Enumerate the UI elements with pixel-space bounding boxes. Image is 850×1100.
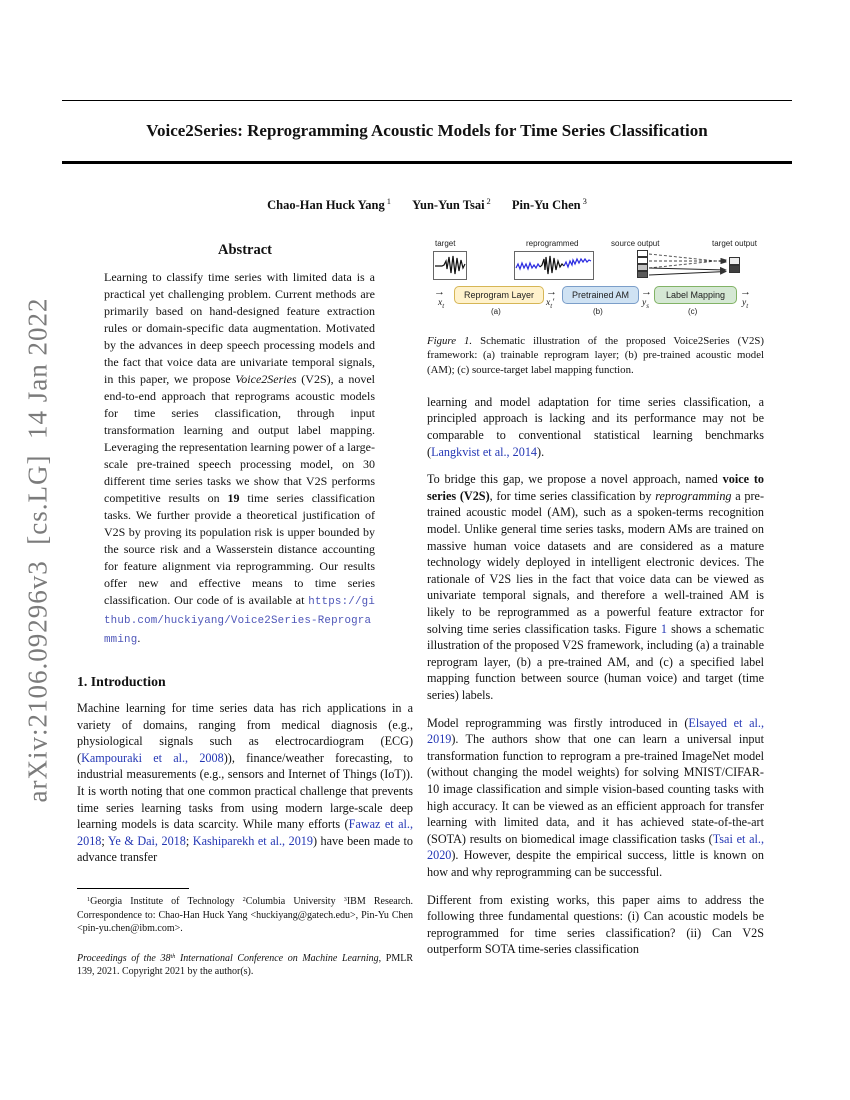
pretrained-am-box: Pretrained AM	[562, 286, 639, 304]
text-segment: Model reprogramming was firstly introduced in (	[427, 715, 689, 730]
text-segment: , for time series classification by	[489, 488, 656, 503]
text-segment: Schematic illustration of the proposed Voice2Series (V2S) framework: (a) trainable reprogram layer; (b) pre-trained acoustic model (AM); (c) source-target label mapping function.	[427, 335, 764, 376]
abstract-paragraph	[77, 269, 413, 649]
figure-label-reprogrammed: reprogrammed	[526, 239, 579, 248]
text-segment: )), finance/weather forecasting, to industrial measurements (e.g., sensors and Internet of Things (IoT)). It is worth noting that one common practical challenge that prevents time series learning tasks from using modern large-scale deep learning models is data scarcity. While many efforts (	[77, 750, 413, 832]
header-rule-top	[62, 100, 792, 101]
source-output-cell-3	[637, 264, 648, 271]
author-3-affiliation-mark: 3	[582, 196, 587, 206]
text-segment: a pre-trained acoustic model (AM), such as a spoken-terms recognition model. Unlike general time series tasks, modern AMs are trained on massive human voice datasets and are considered as a mature technology widely deployed in intelligent electronic devices. The rationale of V2S lies in the fact that voice data can be viewed as univariate temporal signals, and therefore a well-trained AM is likely to be reprogrammed as a powerful feature extractor for solving time series classification tasks. Figure	[427, 488, 765, 636]
text-segment: Learning to classify time series with limited data is a practical yet challenging problem. Current methods are primarily based on hand-designed feature extraction rules or domain-specific data augmentation. Motivated by the advances in deep speech processing models and the fact that voice data are univariate temporal signals, in this paper, we propose	[104, 270, 375, 386]
text-segment: time series classification tasks. We further provide a theoretical justification of V2S by proving its population risk is upper bounded by the source risk and a Wasserstein distance accounting for feature alignment via reprogramming. Our results offer new and effective means to time series classification. Our code of is available at	[104, 491, 376, 607]
author-line	[62, 196, 792, 213]
text-segment: IBM Research. Correspondence to: Chao-Han Huck Yang <huckiyang@gatech.edu>, Pin-Yu Chen <pin-yu.chen@ibm.com>.	[77, 896, 413, 935]
io-label-yt: $y_t$	[742, 298, 749, 310]
text-segment: Figure 1.	[427, 335, 473, 347]
citation-link[interactable]: Ye & Dai, 2018	[107, 833, 186, 848]
author-2: Yun-Yun Tsai $^2$	[412, 196, 491, 212]
io-label-xt-prime: $x_t'$	[546, 298, 555, 310]
text-segment: Georgia Institute of Technology	[90, 896, 243, 908]
target-output-cell-1	[729, 257, 740, 265]
footnote-block	[77, 888, 413, 979]
io-label-xt: $x_t$	[438, 298, 445, 310]
label-mapping-box: Label Mapping	[654, 286, 737, 304]
section-heading-introduction: 1. Introduction	[77, 674, 166, 689]
right-paragraph-4	[427, 892, 764, 958]
arrow-icon: →	[740, 286, 751, 298]
reprogram-layer-box: Reprogram Layer	[454, 286, 544, 304]
figure-label-source-output: source output	[611, 239, 660, 248]
text-segment: 2	[242, 896, 246, 903]
text-segment: .	[137, 631, 141, 645]
text-segment: learning and model adaptation for time series classification, a principled approach is lacking and its performance may not be comparable to conventional statistical learning benchmarks (	[427, 394, 764, 459]
author-3: Pin-Yu Chen $^3$	[511, 196, 587, 212]
figure-subtag-b: (b)	[593, 307, 603, 316]
text-segment: ).	[537, 444, 545, 459]
text-segment: To bridge this gap, we propose a novel approach, named	[427, 472, 723, 487]
source-output-cells	[637, 250, 648, 278]
arrow-icon: →	[434, 286, 445, 298]
text-segment: th	[170, 952, 176, 960]
source-output-cell-4	[637, 271, 648, 278]
reprogrammed-waveform-box	[514, 251, 594, 280]
right-column	[427, 238, 764, 1018]
footnote-affiliations	[77, 893, 413, 936]
text-segment: voice to series (V2S)	[427, 472, 764, 503]
header-rule-bottom	[62, 161, 792, 164]
citation-link[interactable]: Tsai et al., 2020	[427, 831, 764, 863]
text-segment: Proceedings of the 38	[77, 952, 171, 964]
figure-1-caption	[427, 334, 764, 377]
author-1-affiliation-mark: 1	[386, 196, 392, 206]
arrow-icon: →	[641, 286, 652, 298]
abstract-heading: Abstract	[218, 242, 272, 258]
text-segment: ). The authors show that one can learn a universal input transformation function to reprogram a pre-trained ImageNet model (without changing the model weights) for solving MNIST/CIFAR-10 image classification and simple vision-based counting tasks with high accuracy. It can be viewed as an efficient approach for transfer learning with limited data, and it has achieved state-of-the-art (SOTA) results on biomedical image classification tasks (	[427, 732, 764, 846]
citation-link[interactable]: Kashiparekh et al., 2019	[192, 833, 313, 848]
figure-subtag-a: (a)	[491, 307, 501, 316]
text-segment: reprogramming	[655, 488, 732, 503]
text-segment: International Conference on Machine Learning	[175, 952, 379, 964]
right-paragraph-1	[427, 394, 764, 460]
citation-link[interactable]: 1	[660, 621, 667, 636]
figure-label-target-output: target output	[712, 239, 757, 248]
target-output-cell-2	[729, 265, 740, 273]
figure-label-target: target	[435, 239, 456, 248]
figure-subtag-c: (c)	[688, 307, 698, 316]
text-segment: 1	[87, 896, 91, 903]
target-waveform-box	[433, 251, 467, 280]
citation-link[interactable]: Kampouraki et al., 2008	[81, 750, 224, 765]
text-segment: ). However, despite the empirical success, little is known on how and why reprogramming can be successful.	[427, 848, 764, 879]
author-1: Chao-Han Huck Yang $^1$	[267, 196, 392, 212]
footnote-proceedings	[77, 950, 413, 979]
citation-link[interactable]: Fawaz et al., 2018	[77, 817, 414, 848]
text-segment: 3	[343, 896, 347, 903]
text-segment: 19	[227, 491, 240, 505]
right-paragraph-2	[427, 471, 764, 703]
target-waveform-icon	[434, 252, 466, 279]
citation-link[interactable]: Langkvist et al., 2014	[431, 444, 538, 459]
code-url-link[interactable]: https://github.com/huckiyang/Voice2Series-Reprogramming	[104, 596, 375, 646]
text-segment: Voice2Series	[235, 372, 297, 386]
target-output-cells	[729, 257, 740, 273]
paper-title: Voice2Series: Reprogramming Acoustic Models for Time Series Classification	[146, 121, 708, 140]
reprogrammed-waveform-icon	[515, 252, 593, 279]
text-segment: (V2S), a novel end-to-end approach that reprograms acoustic models for time series classification, through input transformation learning and output label mapping. Leveraging the representation learning power of a large-scale pre-trained speech processing model, on 30 different time series tasks we show that V2S performs competitive results on	[104, 372, 375, 505]
text-segment: Columbia University	[245, 896, 344, 908]
text-segment: shows a schematic illustration of the proposed V2S framework, including (a) a trainable reprogram layer, (b) a pre-trained AM, and (c) a specified label mapping function between source (human voice) and target (time series) labels.	[427, 621, 764, 702]
io-label-ys: $y_s$	[642, 298, 649, 310]
source-output-cell-2	[637, 257, 648, 264]
footnote-rule	[77, 888, 189, 889]
author-2-affiliation-mark: 2	[486, 196, 491, 206]
text-segment: Different from existing works, this paper aims to address the following three fundamental questions: (i) Can acoustic models be reprogrammed for time series classification? (ii) Can V2S outperform SOTA time-series classification	[427, 892, 764, 957]
text-segment: ;	[185, 833, 193, 848]
citation-link[interactable]: Elsayed et al., 2019	[427, 715, 764, 747]
text-segment: ;	[101, 833, 108, 848]
figure-1-diagram	[427, 238, 764, 328]
left-column	[77, 240, 413, 1015]
arxiv-sidebar-banner: arXiv:2106.09296v3 [cs.LG] 14 Jan 2022	[22, 297, 53, 803]
introduction-paragraph	[77, 700, 413, 866]
right-paragraph-3	[427, 715, 764, 881]
text-segment: Machine learning for time series data has rich applications in a variety of domains, ranging from medical diagnosis (e.g., physiological signals such as electrocardiogram (ECG) (	[77, 701, 413, 765]
arrow-icon: →	[546, 286, 557, 298]
source-output-cell-1	[637, 250, 648, 257]
text-segment: ) have been made to advance transfer	[77, 833, 413, 865]
text-segment: , PMLR 139, 2021. Copyright 2021 by the author(s).	[77, 952, 414, 978]
